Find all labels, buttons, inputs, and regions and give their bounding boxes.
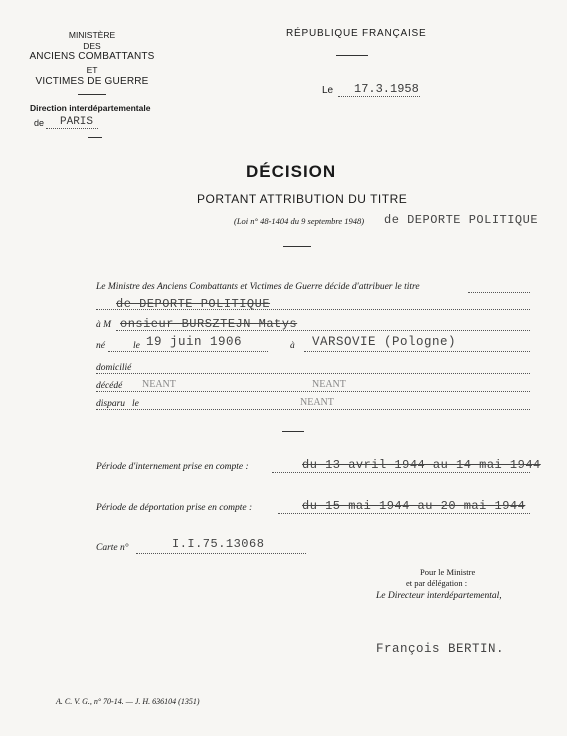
ministry-line-5: VICTIMES DE GUERRE xyxy=(35,76,149,87)
footer-reference: A. C. V. G., n° 70-14. — J. H. 636104 (1351) xyxy=(56,697,200,706)
le-label: le xyxy=(133,341,140,351)
deportation-dots xyxy=(278,513,530,514)
signatory-name: François BERTIN. xyxy=(376,642,505,656)
decede-dots xyxy=(96,391,530,392)
date-value: 17.3.1958 xyxy=(354,82,419,96)
deportation-label: Période de déportation prise en compte : xyxy=(96,503,253,513)
domicile-label: domicilié xyxy=(96,363,132,373)
intro-text: Le Ministre des Anciens Combattants et Victimes de Guerre décide d'attribuer le titre xyxy=(96,282,420,292)
law-reference: (Loi n° 48-1404 du 9 septembre 1948) xyxy=(234,216,365,226)
birth-date: 19 juin 1906 xyxy=(146,335,243,349)
internement-label: Période d'internement prise en compte : xyxy=(96,462,249,472)
decede-label: décédé xyxy=(96,381,123,391)
internement-value: du 13 avril 1944 au 14 mai 1944 xyxy=(302,458,541,472)
body-divider xyxy=(282,431,304,432)
birth-date-dots xyxy=(108,351,268,352)
title-divider xyxy=(283,246,311,247)
birth-place-dots xyxy=(304,351,530,352)
decision-title: DÉCISION xyxy=(246,162,337,181)
signature-line-2: et par délégation : xyxy=(406,578,468,588)
disparu-label: disparu xyxy=(96,399,126,409)
domicile-dots xyxy=(96,373,530,374)
ministry-line-1: MINISTÈRE xyxy=(68,30,116,40)
signature-line-1: Pour le Ministre xyxy=(420,567,476,577)
date-prefix: Le xyxy=(322,85,334,96)
decede-value-2: NEANT xyxy=(312,379,346,390)
intro-dots xyxy=(468,292,530,293)
direction-divider xyxy=(88,137,102,138)
internement-dots xyxy=(272,472,530,473)
ministry-line-3: ANCIENS COMBATTANTS xyxy=(29,51,155,62)
direction-city: PARIS xyxy=(60,116,94,128)
republic-divider xyxy=(336,55,368,56)
carte-value: I.I.75.13068 xyxy=(172,537,265,551)
titre-typed: de DEPORTE POLITIQUE xyxy=(384,213,539,227)
disparu-le-label: le xyxy=(132,399,139,409)
direction-prefix: de xyxy=(34,118,45,128)
signature-line-3: Le Directeur interdépartemental, xyxy=(376,591,502,601)
ministry-line-2: DES xyxy=(83,41,101,51)
decede-value: NEANT xyxy=(142,379,176,390)
decision-subtitle: PORTANT ATTRIBUTION DU TITRE xyxy=(197,192,408,206)
a-label: à M xyxy=(96,320,112,330)
republic-title: RÉPUBLIQUE FRANÇAISE xyxy=(286,28,427,39)
date-dots xyxy=(338,96,420,97)
ministry-line-4: ET xyxy=(86,65,98,75)
deportation-value: du 15 mai 1944 au 20 mai 1944 xyxy=(302,499,526,513)
ministry-divider xyxy=(78,94,106,95)
disparu-dots xyxy=(96,409,530,410)
direction-dots xyxy=(46,128,98,129)
ne-label: né xyxy=(96,341,105,351)
titre-line-value: de DEPORTE POLITIQUE xyxy=(116,297,271,311)
direction-label: Direction interdépartementale xyxy=(30,103,151,113)
carte-label: Carte n° xyxy=(96,543,129,553)
carte-dots xyxy=(136,553,306,554)
disparu-value: NEANT xyxy=(300,397,334,408)
birth-place: VARSOVIE (Pologne) xyxy=(312,335,457,349)
a2-label: à xyxy=(290,341,295,351)
a-value: onsieur BURSZTEJN Matys xyxy=(120,317,298,331)
